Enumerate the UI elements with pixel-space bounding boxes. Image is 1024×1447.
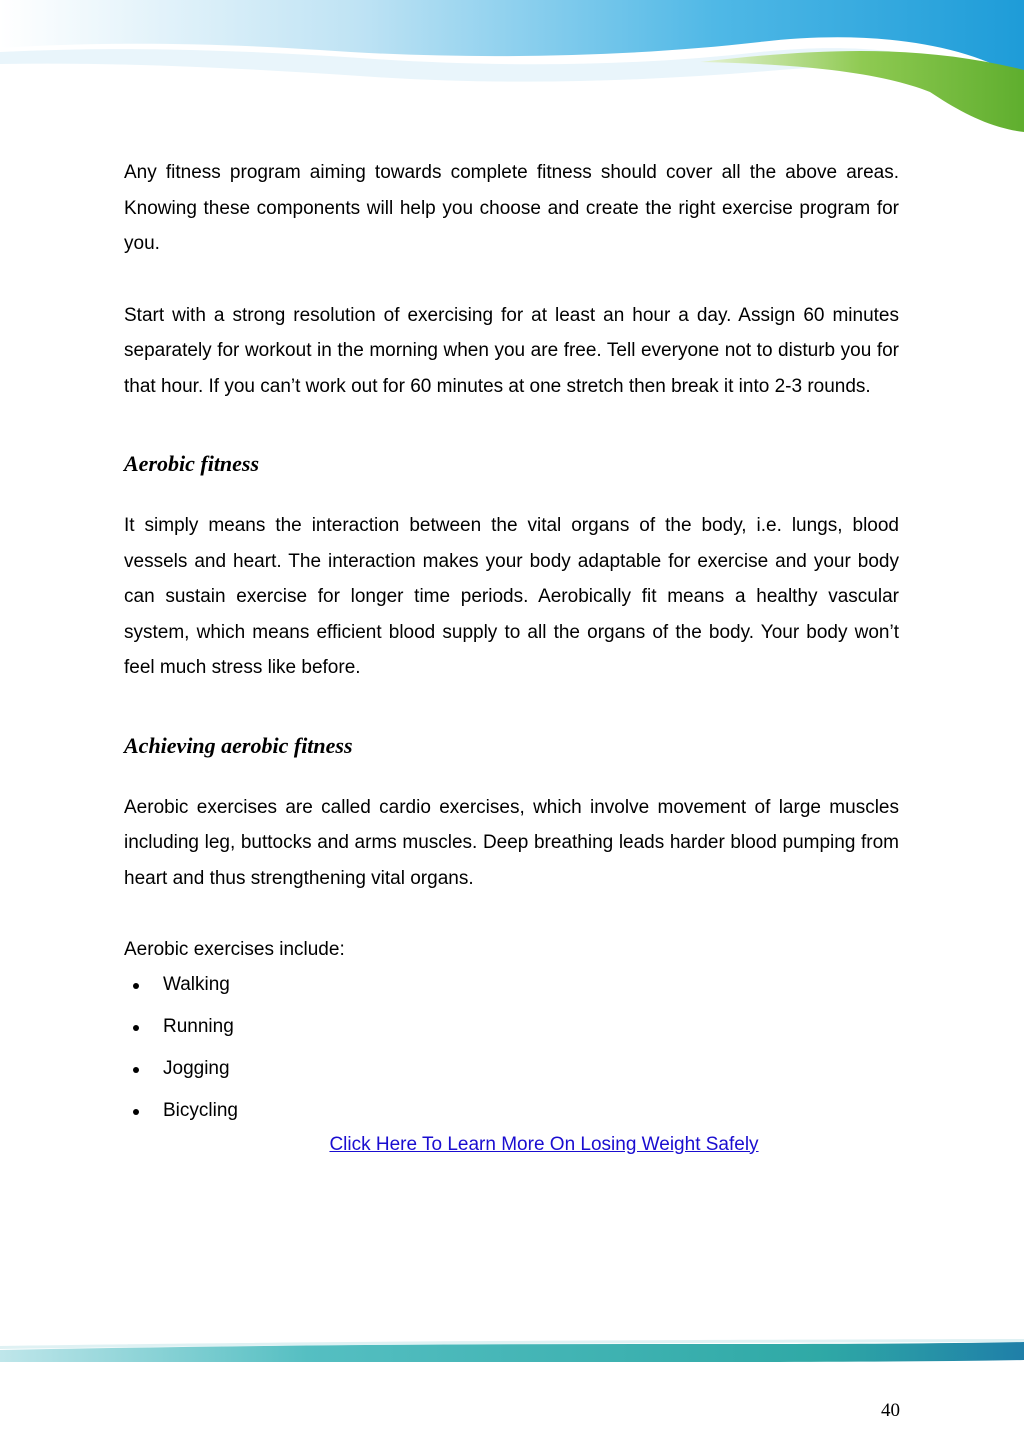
intro-paragraph: Any fitness program aiming towards complete fitness should cover all the above areas. Knowing these components will help you choose and create the right exercise program for you. [124,162,899,254]
bullet-icon [133,1109,139,1115]
bullet-icon [133,983,139,989]
list-item: Jogging [124,1048,899,1090]
footer-bar-decoration [0,1336,1024,1370]
page-content [124,155,899,1156]
achieving-aerobic-fitness-paragraph: Aerobic exercises are called cardio exercises, which involve movement of large muscles including leg, buttocks and arms muscles. Deep breathing leads harder blood pumping from heart and thus strengthening vital organs. [124,796,899,889]
resolution-paragraph: Start with a strong resolution of exercising for at least an hour a day. Assign 60 minutes separately for workout in the morning when you are free. Tell everyone not to disturb you for that hour. If you can’t work out for 60 minutes at one stretch then break it into 2-3 rounds. [124,304,899,397]
learn-more-link[interactable]: Click Here To Learn More On Losing Weight Safely [329,1133,759,1155]
bullet-icon [133,1025,139,1031]
cta-container [124,1134,899,1156]
list-item: Running [124,1006,899,1048]
list-item: Walking [124,964,899,1006]
list-item: Bicycling [124,1090,899,1132]
achieving-aerobic-fitness-heading: Achieving aerobic fitness [124,732,353,758]
bullet-icon [133,1067,139,1073]
header-wave-decoration [0,0,1024,140]
aerobic-fitness-paragraph: It simply means the interaction between the vital organs of the body, i.e. lungs, blood vessels and heart. The interaction makes your body adaptable for exercise and your body can sustain exercise for longer time periods. Aerobically fit means a healthy vascular system, which means efficient blood supply to all the organs of the body. Your body won’t feel much stress like before. [124,515,899,678]
aerobic-fitness-heading: Aerobic fitness [124,451,260,476]
page-number: 40 [881,1400,900,1421]
aerobic-exercises-intro: Aerobic exercises include: [124,939,345,960]
aerobic-exercises-list [124,964,899,1132]
